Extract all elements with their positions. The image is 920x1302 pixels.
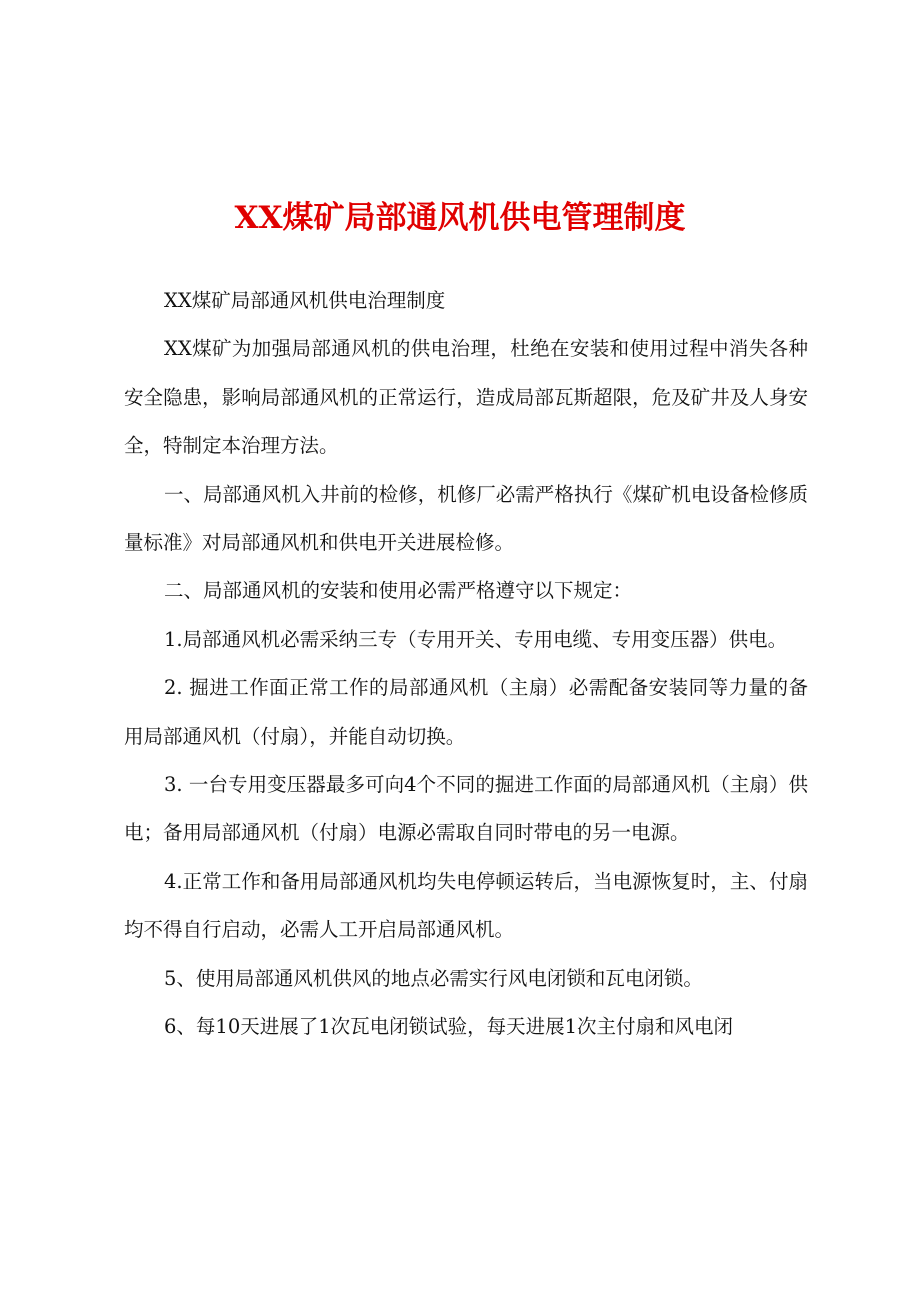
paragraph-item-4: 4.正常工作和备用局部通风机均失电停顿运转后，当电源恢复时，主、付扇均不得自行启动，必需人工开启局部通风机。 bbox=[124, 869, 808, 942]
paragraph-intro: XX煤矿为加强局部通风机的供电治理，杜绝在安装和使用过程中消失各种安全隐患，影响局部通风机的正常运行，造成局部瓦斯超限，危及矿井及人身安全，特制定本治理方法。 bbox=[124, 337, 808, 458]
paragraph-heading: XX煤矿局部通风机供电治理制度 bbox=[164, 289, 446, 312]
paragraph-item-5: 5、使用局部通风机供风的地点必需实行风电闭锁和瓦电闭锁。 bbox=[164, 966, 703, 990]
paragraph-item-1: 1.局部通风机必需采纳三专（专用开关、专用电缆、专用变压器）供电。 bbox=[164, 627, 788, 651]
paragraph-item-6: 6、每10天进展了1次瓦电闭锁试验，每天进展1次主付扇和风电闭 bbox=[164, 1015, 734, 1039]
document-title: XX煤矿局部通风机供电管理制度 bbox=[234, 200, 686, 236]
paragraph-section-1: 一、局部通风机入井前的检修，机修厂必需严格执行《煤矿机电设备检修质量标准》对局部通风机和供电开关进展检修。 bbox=[124, 482, 808, 555]
paragraph-section-2: 二、局部通风机的安装和使用必需严格遵守以下规定： bbox=[164, 579, 633, 603]
paragraph-item-3: 3. 一台专用变压器最多可向4个不同的掘进工作面的局部通风机（主扇）供电；备用局部通风机（付扇）电源必需取自同时带电的另一电源。 bbox=[124, 773, 808, 845]
paragraph-item-2: 2. 掘进工作面正常工作的局部通风机（主扇）必需配备安装同等力量的备用局部通风机（付扇），并能自动切换。 bbox=[124, 676, 808, 748]
document-body bbox=[124, 277, 808, 1052]
